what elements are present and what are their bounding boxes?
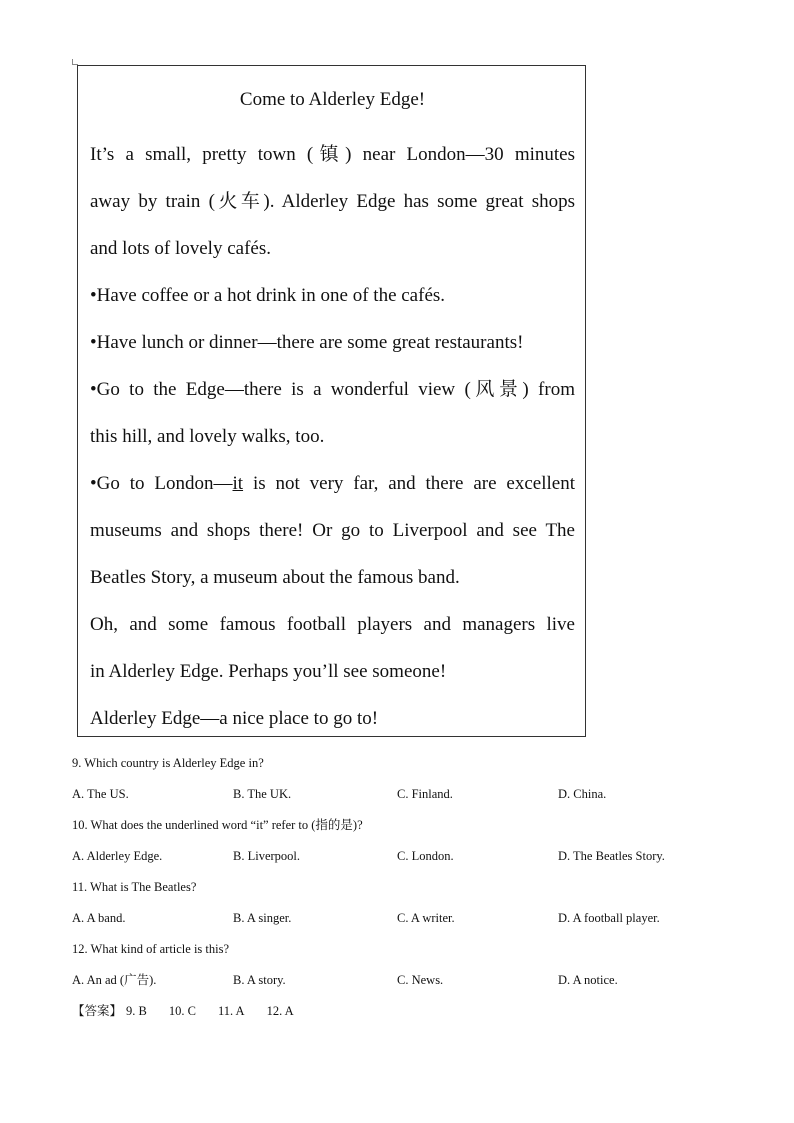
option-a: A. Alderley Edge. <box>72 849 163 863</box>
question-list <box>72 750 772 1029</box>
question-options <box>72 843 772 874</box>
option-a: A. A band. <box>72 911 126 925</box>
option-d: D. A notice. <box>558 973 618 987</box>
passage-title: Come to Alderley Edge! <box>239 89 426 110</box>
passage-line: •Have coffee or a hot drink in one of the cafés. <box>90 285 446 306</box>
line-prefix: •Go to London— <box>90 473 233 494</box>
option-d: D. A football player. <box>558 911 660 925</box>
option-a: A. The US. <box>72 787 129 801</box>
passage-line: in Alderley Edge. Perhaps you’ll see someone! <box>90 661 447 682</box>
answer-label: 【答案】 <box>72 1004 123 1018</box>
option-d: D. China. <box>558 787 607 801</box>
answer-item: 10. C <box>168 1004 196 1018</box>
option-c: C. Finland. <box>397 787 453 801</box>
passage-line: museums and shops there! Or go to Liverpool and see The <box>90 520 575 541</box>
option-b: B. A story. <box>233 973 286 987</box>
question-stem: 9. Which country is Alderley Edge in? <box>72 756 264 770</box>
option-d: D. The Beatles Story. <box>558 849 665 863</box>
question-options <box>72 781 772 812</box>
option-c: C. News. <box>397 973 444 987</box>
answer-item: 9. B <box>126 1004 147 1018</box>
passage-line: Oh, and some famous football players and managers live <box>90 614 575 635</box>
question-stem: 11. What is The Beatles? <box>72 880 197 894</box>
option-a: A. An ad (广告). <box>72 973 157 987</box>
option-c: C. London. <box>397 849 454 863</box>
passage-line: •Go to the Edge—there is a wonderful view (风景) from <box>90 379 575 400</box>
answer-item: 12. A <box>266 1004 294 1018</box>
option-b: B. Liverpool. <box>233 849 301 863</box>
passage-line: It’s a small, pretty town (镇) near London—30 minutes <box>90 144 575 165</box>
option-b: B. The UK. <box>233 787 292 801</box>
underlined-word: it <box>232 473 244 494</box>
passage-line: •Have lunch or dinner—there are some great restaurants! <box>90 332 524 353</box>
option-c: C. A writer. <box>397 911 455 925</box>
question-options <box>72 967 772 998</box>
answer-line <box>72 998 772 1029</box>
line-rest: is not very far, and there are excellent <box>252 473 575 494</box>
passage-line: and lots of lovely cafés. <box>90 238 271 259</box>
question-options <box>72 905 772 936</box>
passage-line: away by train (火车). Alderley Edge has some great shops <box>90 191 575 212</box>
passage-line: Alderley Edge—a nice place to go to! <box>90 708 379 729</box>
passage-line: Beatles Story, a museum about the famous band. <box>90 567 460 588</box>
passage-line: this hill, and lovely walks, too. <box>90 426 325 447</box>
passage-line-underlined <box>90 460 575 507</box>
passage-box <box>77 65 586 737</box>
option-b: B. A singer. <box>233 911 292 925</box>
question-stem: 12. What kind of article is this? <box>72 942 230 956</box>
question-stem: 10. What does the underlined word “it” refer to (指的是)? <box>72 818 363 832</box>
answer-item: 11. A <box>217 1004 245 1018</box>
